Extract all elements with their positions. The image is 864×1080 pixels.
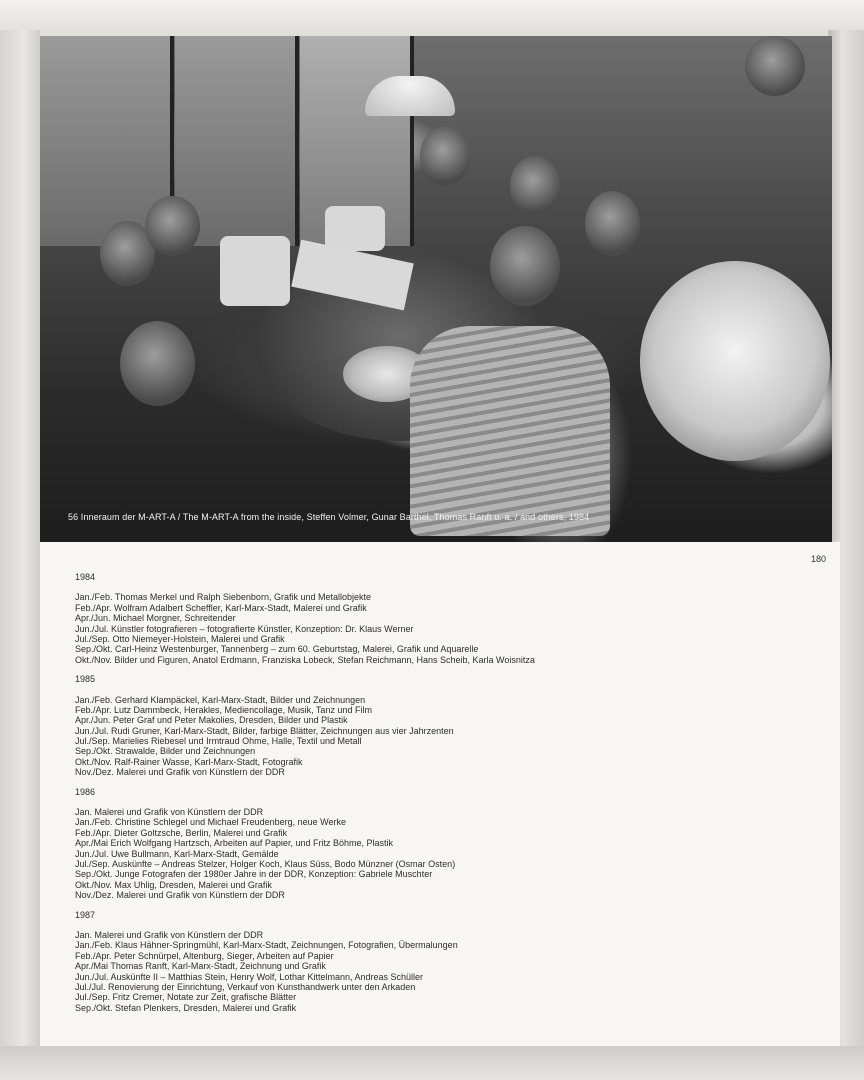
exhibition-entry: Jun./Jul. Auskünfte II – Matthias Stein, Henry Wolf, Lothar Kittelmann, Andreas Schüller <box>75 971 424 982</box>
exhibition-entry: Jun./Jul. Uwe Bullmann, Karl-Marx-Stadt, Gemälde <box>75 848 279 859</box>
exhibition-entry: Apr./Mai Thomas Ranft, Karl-Marx-Stadt, Zeichnung und Grafik <box>75 961 326 972</box>
person-head <box>510 156 560 216</box>
hanging-lamp <box>365 76 455 116</box>
year-block <box>75 787 815 901</box>
exhibition-entry: Jan./Feb. Klaus Hähner-Springmühl, Karl-Marx-Stadt, Zeichnungen, Fotografien, Übermalungen <box>75 940 458 951</box>
person-head <box>145 196 200 256</box>
exhibition-entry: Jan. Malerei und Grafik von Künstlern der DDR <box>75 929 264 940</box>
person-head <box>745 36 805 96</box>
exhibition-entry: Jan./Feb. Christine Schlegel und Michael Freudenberg, neue Werke <box>75 817 346 828</box>
exhibition-entry: Jul./Sep. Otto Niemeyer-Holstein, Malerei und Grafik <box>75 633 285 644</box>
exhibition-entry: Nov./Dez. Malerei und Grafik von Künstlern der DDR <box>75 767 285 778</box>
exhibition-entry: Feb./Apr. Peter Schnürpel, Altenburg, Sieger, Arbeiten auf Papier <box>75 950 334 961</box>
exhibition-entry: Okt./Nov. Ralf-Rainer Wasse, Karl-Marx-Stadt, Fotografik <box>75 756 303 767</box>
exhibition-entry: Sep./Okt. Junge Fotografen der 1980er Jahre in der DDR, Konzeption: Gabriele Muschter <box>75 869 433 880</box>
chair <box>325 206 385 251</box>
person-head <box>585 191 640 256</box>
chronology-page <box>40 542 840 1046</box>
exhibition-entry: Jun./Jul. Künstler fotografieren – fotografierte Künstler, Konzeption: Dr. Klaus Werner <box>75 623 414 634</box>
exhibition-entry: Jul./Sep. Fritz Cremer, Notate zur Zeit, grafische Blätter <box>75 992 297 1003</box>
book-edge-left <box>0 30 40 1050</box>
striped-sweater <box>410 326 610 536</box>
exhibition-entry: Okt./Nov. Bilder und Figuren, Anatol Erdmann, Franziska Lobeck, Stefan Reichmann, Hans Scheib, Karla Woisnitza <box>75 654 535 665</box>
gallery-interior-photo <box>40 36 832 542</box>
exhibition-entry: Okt./Nov. Max Uhlig, Dresden, Malerei und Grafik <box>75 879 272 890</box>
exhibition-entry: Jun./Jul. Rudi Gruner, Karl-Marx-Stadt, Bilder, farbige Blätter, Zeichnungen aus vier Jahrzenten <box>75 725 454 736</box>
person-head <box>490 226 560 306</box>
exhibition-chronology <box>75 572 815 1022</box>
exhibition-entry: Feb./Apr. Lutz Dammbeck, Herakles, Mediencollage, Musik, Tanz und Film <box>75 704 372 715</box>
exhibition-entry: Sep./Okt. Carl-Heinz Westenburger, Tannenberg – zum 60. Geburtstag, Malerei, Grafik und Aquarelle <box>75 644 479 655</box>
exhibition-entry: Jul./Sep. Marielies Riebesel und Irmtraud Ohme, Halle, Textil und Metall <box>75 736 362 747</box>
exhibition-entry: Apr./Jun. Peter Graf und Peter Makolies, Dresden, Bilder und Plastik <box>75 715 348 726</box>
chair <box>220 236 290 306</box>
year-block <box>75 674 815 778</box>
exhibition-entry: Sep./Okt. Stefan Plenkers, Dresden, Malerei und Grafik <box>75 1002 297 1013</box>
exhibition-entry: Feb./Apr. Dieter Goltzsche, Berlin, Malerei und Grafik <box>75 827 288 838</box>
person-head <box>120 321 195 406</box>
year-heading: 1986 <box>75 786 96 797</box>
exhibition-entry: Nov./Dez. Malerei und Grafik von Künstlern der DDR <box>75 890 285 901</box>
exhibition-entry: Jul./Jul. Renovierung der Einrichtung, Verkauf von Kunsthandwerk unter den Arkaden <box>75 981 416 992</box>
exhibition-entry: Feb./Apr. Wolfram Adalbert Scheffler, Karl-Marx-Stadt, Malerei und Grafik <box>75 602 367 613</box>
photo-caption: 56 Inneraum der M-ART-A / The M-ART-A from the inside, Steffen Volmer, Gunar Barthel, Thomas Ranft u. a. / and others, 1984 <box>68 512 590 522</box>
person-head <box>420 126 470 186</box>
exhibition-entry: Sep./Okt. Strawalde, Bilder und Zeichnungen <box>75 746 256 757</box>
exhibition-entry: Apr./Jun. Michael Morgner, Schreitender <box>75 613 236 624</box>
year-heading: 1985 <box>75 674 96 685</box>
exhibition-entry: Jan. Malerei und Grafik von Künstlern der DDR <box>75 807 264 818</box>
exhibition-entry: Apr./Mai Erich Wolfgang Hartzsch, Arbeiten auf Papier, und Fritz Böhme, Plastik <box>75 838 393 849</box>
scan-background-top <box>0 0 864 40</box>
page-number: 180 <box>810 554 826 564</box>
scan-background-bottom <box>0 1046 864 1080</box>
year-heading: 1987 <box>75 909 96 920</box>
exhibition-entry: Jan./Feb. Gerhard Klampäckel, Karl-Marx-Stadt, Bilder und Zeichnungen <box>75 694 366 705</box>
year-heading: 1984 <box>75 572 96 582</box>
year-block <box>75 572 815 665</box>
year-block <box>75 910 815 1014</box>
exhibition-entry: Jul./Sep. Auskünfte – Andreas Stelzer, Holger Koch, Klaus Süss, Bodo Münzner (Osmar Osten) <box>75 858 456 869</box>
person-white-hair <box>640 261 830 461</box>
exhibition-entry: Jan./Feb. Thomas Merkel und Ralph Siebenborn, Grafik und Metallobjekte <box>75 592 371 603</box>
